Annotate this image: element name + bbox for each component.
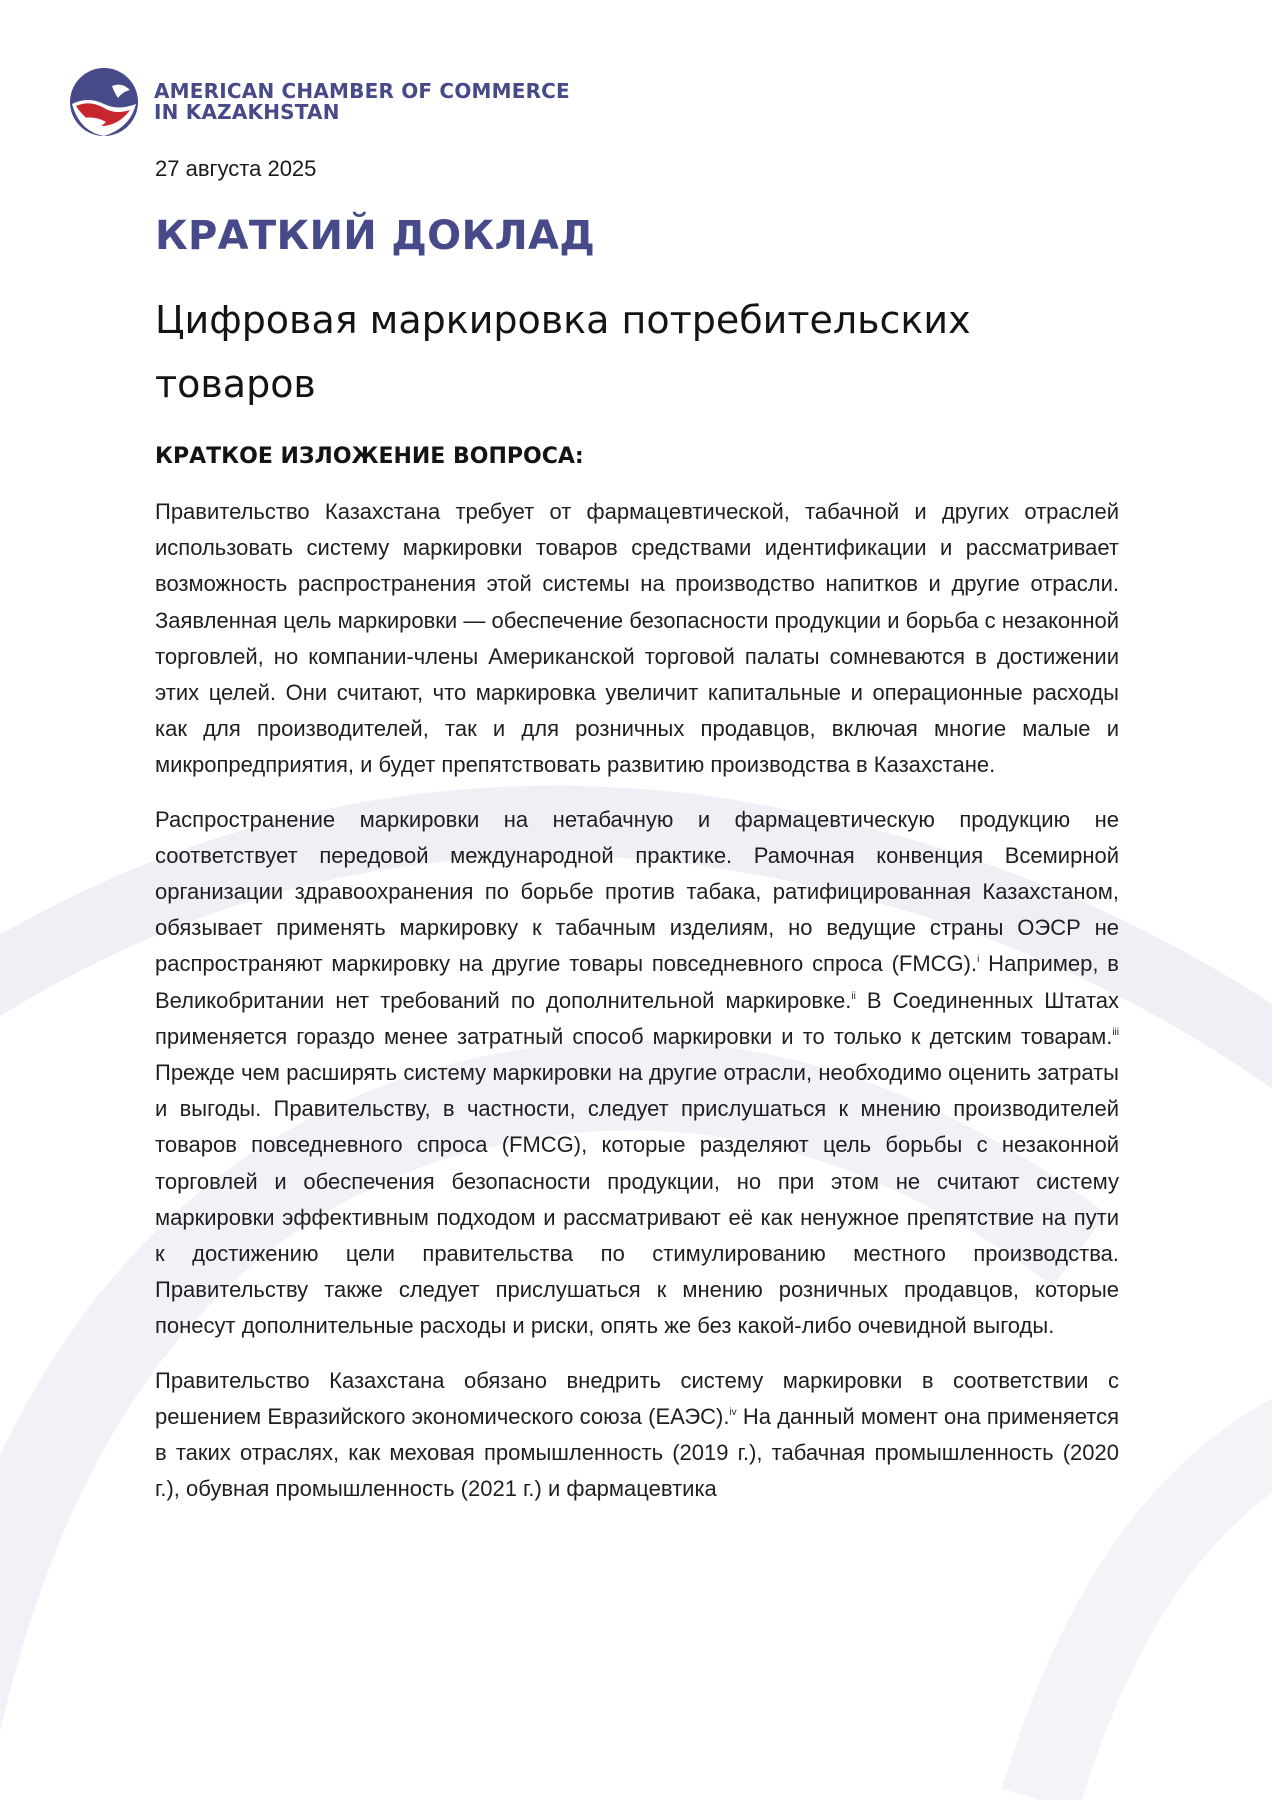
section-heading: КРАТКОЕ ИЗЛОЖЕНИЕ ВОПРОСА:: [155, 444, 584, 469]
paragraph-2: [155, 802, 1119, 1345]
paragraph-3: [155, 1363, 1119, 1508]
paragraph-2-text-3: В Соединенных Штатах применяется гораздо менее затратный способ маркировки и то только к детским товарам.: [155, 987, 1120, 1049]
document-body: [155, 152, 1119, 1507]
document-title: Цифровая маркировка потребительских товаров: [155, 298, 971, 406]
endnote-ref-ii[interactable]: ii: [851, 990, 856, 1002]
paragraph-2-text-2: Например, в Великобритании нет требований по дополнительной маркировке.: [155, 951, 1119, 1013]
organization-name-line1: AMERICAN CHAMBER OF COMMERCE: [154, 79, 570, 103]
endnote-ref-iii[interactable]: iii: [1112, 1026, 1119, 1038]
paragraph-1: Правительство Казахстана требует от фармацевтической, табачной и других отраслей использовать систему маркировки товаров средствами идентификации и рассматривает возможность распространения этой системы на производство напитков и другие отрасли. Заявленная цель маркировки — обеспечение безопасности продукции и борьба с незаконной торговлей, но компании-члены Американской торговой палаты сомневаются в достижении этих целей. Они считают, что маркировка увеличит капитальные и операционные расходы как для производителей, так и для розничных продавцов, включая многие малые и микропредприятия, и будет препятствовать развитию производства в Казахстане.: [155, 499, 1119, 778]
amcham-eagle-logo-icon: [68, 66, 140, 138]
paragraph-2-text-1: Распространение маркировки на нетабачную и фармацевтическую продукцию не соответствует передовой международной практике. Рамочная конвенция Всемирной организации здравоохранения по борьбе против табака, ратифицированная Казахстаном, обязывает применять маркировку к табачным изделиям, но ведущие страны ОЭСР не распространяют маркировку на другие товары повседневного спроса (FMCG).: [155, 806, 1119, 977]
organization-name: [154, 81, 570, 123]
document-date: 27 августа 2025: [155, 156, 317, 181]
organization-name-line2: IN KAZAKHSTAN: [154, 100, 340, 124]
endnote-ref-iv[interactable]: iv: [729, 1406, 737, 1418]
paragraph-2-text-4: Прежде чем расширять систему маркировки на другие отрасли, необходимо оценить затраты и выгоды. Правительству, в частности, следует прислушаться к мнению производителей товаров повседневного спроса (FMCG), которые разделяют цель борьбы с незаконной торговлей и обеспечения безопасности продукции, но при этом не считают систему маркировки эффективным подходом и рассматривают её как ненужное препятствие на пути к достижению цели правительства по стимулированию местного производства. Правительству также следует прислушаться к мнению розничных продавцов, которые понесут дополнительные расходы и риски, опять же без какой-либо очевидной выгоды.: [155, 1060, 1119, 1339]
document-kicker: КРАТКИЙ ДОКЛАД: [155, 213, 596, 259]
letterhead: [68, 66, 570, 138]
paragraph-3-text-1: Правительство Казахстана обязано внедрить систему маркировки в соответствии с решением Евразийского экономического союза (ЕАЭС).: [155, 1367, 1119, 1429]
endnote-ref-i[interactable]: i: [977, 954, 980, 966]
paragraph-3-text-2: На данный момент она применяется в таких отраслях, как меховая промышленность (2019 г.), табачная промышленность (2020 г.), обувная промышленность (2021 г.) и фармацевтика: [155, 1403, 1119, 1502]
